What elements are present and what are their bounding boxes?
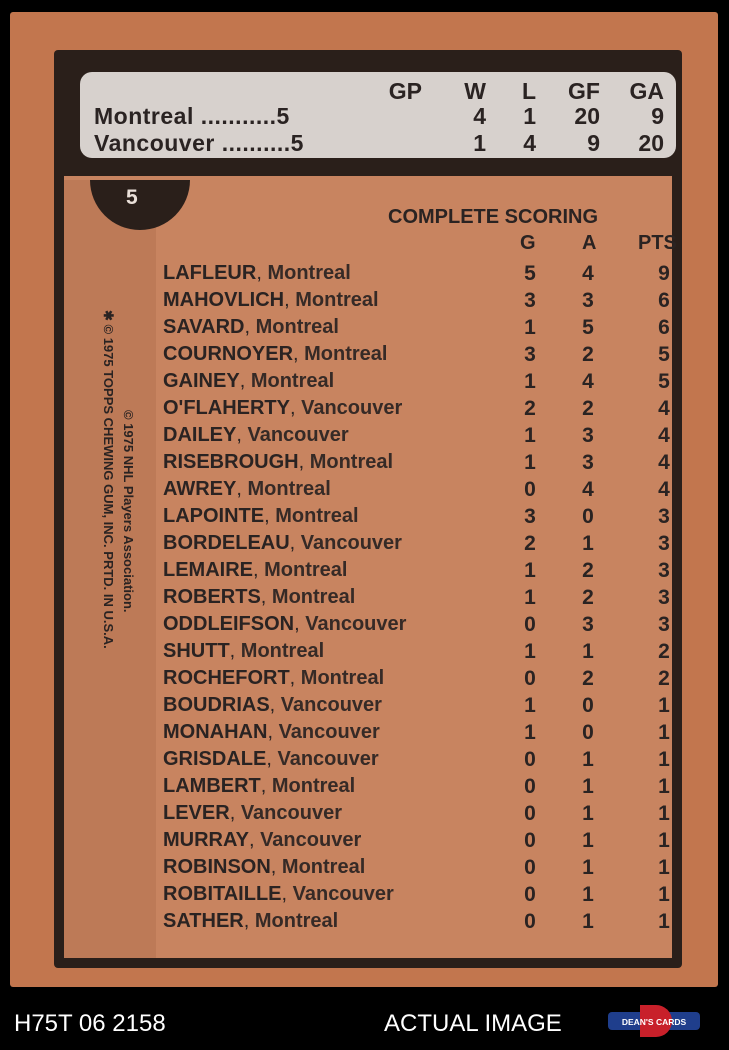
player-name: O'FLAHERTY bbox=[163, 397, 290, 419]
player-team: Montreal bbox=[304, 343, 388, 365]
player-team: Montreal bbox=[271, 586, 356, 608]
player-name: ROBITAILLE bbox=[163, 883, 282, 905]
player-g: 0 bbox=[524, 613, 536, 636]
player-name: RISEBROUGH bbox=[163, 451, 299, 473]
player-name: LAFLEUR bbox=[163, 262, 257, 284]
player-name: MAHOVLICH bbox=[163, 289, 285, 311]
player-team: Montreal bbox=[254, 910, 339, 932]
header-l: L bbox=[521, 78, 536, 104]
header-gp: GP bbox=[388, 78, 422, 104]
inventory-code: H75T 06 2158 bbox=[14, 1010, 166, 1037]
player-a: 1 bbox=[582, 775, 594, 798]
copyright-strip bbox=[101, 310, 158, 940]
player-g: 2 bbox=[524, 397, 536, 420]
player-g: 1 bbox=[524, 370, 536, 393]
player-a: 3 bbox=[582, 424, 594, 447]
player-team: Vancouver bbox=[260, 829, 362, 851]
player-pts: 4 bbox=[658, 424, 670, 447]
player-name-cell: SHUTT, Montreal bbox=[163, 640, 325, 662]
player-a: 3 bbox=[582, 451, 594, 474]
column-header-g: G bbox=[520, 232, 536, 254]
player-a: 5 bbox=[582, 316, 594, 339]
player-name-cell: MURRAY, Vancouver bbox=[163, 829, 362, 851]
player-a: 1 bbox=[582, 532, 594, 555]
player-pts: 5 bbox=[658, 343, 670, 366]
player-a: 1 bbox=[582, 910, 594, 933]
player-name-cell: ROCHEFORT, Montreal bbox=[163, 667, 385, 689]
player-a: 2 bbox=[582, 397, 594, 420]
copyright-nhlpa: © 1975 NHL Players Association. bbox=[121, 410, 136, 613]
player-team: Montreal bbox=[264, 559, 348, 581]
player-name: BOUDRIAS bbox=[163, 694, 270, 716]
team-gf: 9 bbox=[587, 130, 600, 156]
player-g: 0 bbox=[524, 748, 536, 771]
player-g: 1 bbox=[524, 424, 536, 447]
player-name-cell: SATHER, Montreal bbox=[163, 910, 339, 932]
player-team: Montreal bbox=[309, 451, 394, 473]
player-pts: 1 bbox=[658, 883, 670, 906]
player-row bbox=[64, 289, 672, 316]
player-name: BORDELEAU bbox=[163, 532, 290, 554]
player-g: 3 bbox=[524, 289, 536, 312]
player-name-cell: LEMAIRE, Montreal bbox=[163, 559, 348, 581]
player-name-cell: GAINEY, Montreal bbox=[163, 370, 335, 392]
player-team: Montreal bbox=[240, 640, 325, 662]
player-pts: 1 bbox=[658, 829, 670, 852]
player-g: 1 bbox=[524, 640, 536, 663]
player-name: ROBERTS bbox=[163, 586, 261, 608]
team-ga: 9 bbox=[651, 103, 664, 129]
player-name: ROBINSON bbox=[163, 856, 271, 878]
player-pts: 1 bbox=[658, 721, 670, 744]
player-name-cell: BOUDRIAS, Vancouver bbox=[163, 694, 382, 716]
player-name: MURRAY bbox=[163, 829, 249, 851]
player-name-cell: DAILEY, Vancouver bbox=[163, 424, 349, 446]
player-pts: 2 bbox=[658, 667, 670, 690]
series-record-box bbox=[80, 72, 676, 158]
player-name: LAMBERT bbox=[163, 775, 261, 797]
player-g: 0 bbox=[524, 667, 536, 690]
player-name-cell: LAMBERT, Montreal bbox=[163, 775, 356, 797]
player-g: 0 bbox=[524, 883, 536, 906]
player-pts: 9 bbox=[658, 262, 670, 285]
player-name: ROCHEFORT bbox=[163, 667, 290, 689]
card-panel bbox=[64, 60, 677, 958]
record-header bbox=[80, 78, 676, 104]
player-pts: 4 bbox=[658, 451, 670, 474]
player-name-cell: LAFLEUR, Montreal bbox=[163, 262, 351, 284]
player-g: 3 bbox=[524, 505, 536, 528]
player-pts: 1 bbox=[658, 694, 670, 717]
player-team: Vancouver bbox=[240, 802, 342, 824]
player-g: 1 bbox=[524, 694, 536, 717]
player-team: Montreal bbox=[267, 262, 351, 284]
player-team: Montreal bbox=[255, 316, 339, 338]
deans-cards-logo bbox=[608, 1004, 700, 1038]
player-name-cell: MONAHAN, Vancouver bbox=[163, 721, 380, 743]
player-a: 1 bbox=[582, 856, 594, 879]
player-team: Vancouver bbox=[247, 424, 349, 446]
column-header-pts: PTS bbox=[638, 232, 677, 254]
player-team: Montreal bbox=[250, 370, 335, 392]
team-ga: 20 bbox=[638, 130, 664, 156]
player-name-cell: RISEBROUGH, Montreal bbox=[163, 451, 394, 473]
player-team: Vancouver bbox=[301, 397, 403, 419]
player-team: Montreal bbox=[247, 478, 331, 500]
player-g: 0 bbox=[524, 910, 536, 933]
player-team: Montreal bbox=[300, 667, 385, 689]
team-w: 1 bbox=[473, 130, 486, 156]
player-team: Vancouver bbox=[300, 532, 402, 554]
player-team: Montreal bbox=[295, 289, 379, 311]
player-pts: 1 bbox=[658, 748, 670, 771]
player-name: ODDLEIFSON bbox=[163, 613, 295, 635]
player-pts: 4 bbox=[658, 478, 670, 501]
footer-bar bbox=[0, 990, 729, 1050]
team-name: Montreal ...........5 bbox=[94, 103, 290, 129]
player-name: GAINEY bbox=[163, 370, 240, 392]
player-pts: 4 bbox=[658, 397, 670, 420]
player-name: COURNOYER bbox=[163, 343, 294, 365]
player-name-cell: BORDELEAU, Vancouver bbox=[163, 532, 402, 554]
player-a: 1 bbox=[582, 829, 594, 852]
player-team: Montreal bbox=[271, 775, 356, 797]
player-team: Vancouver bbox=[278, 721, 380, 743]
player-pts: 1 bbox=[658, 856, 670, 879]
player-team: Vancouver bbox=[305, 613, 407, 635]
player-name-cell: ROBINSON, Montreal bbox=[163, 856, 366, 878]
player-a: 3 bbox=[582, 613, 594, 636]
team-name: Vancouver ..........5 bbox=[94, 130, 304, 156]
player-a: 1 bbox=[582, 640, 594, 663]
player-name: SHUTT bbox=[163, 640, 230, 662]
header-ga: GA bbox=[629, 78, 664, 104]
record-row-vancouver bbox=[80, 130, 676, 156]
player-name: SATHER bbox=[163, 910, 244, 932]
player-a: 1 bbox=[582, 802, 594, 825]
player-name-cell: SAVARD, Montreal bbox=[163, 316, 339, 338]
player-pts: 5 bbox=[658, 370, 670, 393]
player-pts: 3 bbox=[658, 532, 670, 555]
player-pts: 1 bbox=[658, 802, 670, 825]
player-a: 2 bbox=[582, 667, 594, 690]
player-a: 2 bbox=[582, 343, 594, 366]
player-name-cell: GRISDALE, Vancouver bbox=[163, 748, 379, 770]
player-pts: 6 bbox=[658, 316, 670, 339]
team-l: 1 bbox=[523, 103, 536, 129]
player-row bbox=[64, 262, 672, 289]
player-pts: 2 bbox=[658, 640, 670, 663]
player-name-cell: COURNOYER, Montreal bbox=[163, 343, 388, 365]
player-name: MONAHAN bbox=[163, 721, 268, 743]
player-name-cell: LAPOINTE, Montreal bbox=[163, 505, 359, 527]
player-g: 1 bbox=[524, 559, 536, 582]
player-pts: 1 bbox=[658, 910, 670, 933]
player-name: LEVER bbox=[163, 802, 230, 824]
column-header-a: A bbox=[582, 232, 597, 254]
player-pts: 1 bbox=[658, 775, 670, 798]
player-g: 0 bbox=[524, 829, 536, 852]
player-name: AWREY bbox=[163, 478, 237, 500]
player-g: 3 bbox=[524, 343, 536, 366]
player-pts: 6 bbox=[658, 289, 670, 312]
player-a: 0 bbox=[582, 694, 594, 717]
player-g: 0 bbox=[524, 856, 536, 879]
player-name: LAPOINTE bbox=[163, 505, 265, 527]
team-gf: 20 bbox=[574, 103, 600, 129]
player-name: GRISDALE bbox=[163, 748, 267, 770]
player-a: 2 bbox=[582, 586, 594, 609]
player-name: LEMAIRE bbox=[163, 559, 253, 581]
player-a: 2 bbox=[582, 559, 594, 582]
player-g: 2 bbox=[524, 532, 536, 555]
player-team: Vancouver bbox=[277, 748, 379, 770]
player-a: 1 bbox=[582, 748, 594, 771]
player-name-cell: MAHOVLICH, Montreal bbox=[163, 289, 379, 311]
header-w: W bbox=[464, 78, 486, 104]
actual-image-label: ACTUAL IMAGE bbox=[384, 1010, 562, 1037]
player-name-cell: AWREY, Montreal bbox=[163, 478, 331, 500]
player-name-cell: LEVER, Vancouver bbox=[163, 802, 342, 824]
player-g: 1 bbox=[524, 586, 536, 609]
player-g: 5 bbox=[524, 262, 536, 285]
player-g: 1 bbox=[524, 451, 536, 474]
player-a: 4 bbox=[582, 262, 594, 285]
player-g: 0 bbox=[524, 478, 536, 501]
player-g: 0 bbox=[524, 802, 536, 825]
player-a: 4 bbox=[582, 478, 594, 501]
card-number: 5 bbox=[126, 186, 138, 209]
player-a: 3 bbox=[582, 289, 594, 312]
player-pts: 3 bbox=[658, 559, 670, 582]
player-a: 0 bbox=[582, 505, 594, 528]
player-g: 1 bbox=[524, 316, 536, 339]
team-w: 4 bbox=[473, 103, 486, 129]
team-l: 4 bbox=[523, 130, 536, 156]
copyright-topps: ✱ © 1975 TOPPS CHEWING GUM, INC. PRTD. IN U.S.A. bbox=[101, 310, 116, 649]
player-pts: 3 bbox=[658, 613, 670, 636]
player-a: 1 bbox=[582, 883, 594, 906]
player-a: 4 bbox=[582, 370, 594, 393]
scoring-title: COMPLETE SCORING bbox=[388, 206, 599, 228]
card-frame bbox=[54, 50, 682, 968]
player-team: Vancouver bbox=[292, 883, 394, 905]
player-pts: 3 bbox=[658, 586, 670, 609]
player-name: SAVARD bbox=[163, 316, 245, 338]
record-row-montreal bbox=[80, 103, 676, 129]
player-team: Vancouver bbox=[280, 694, 382, 716]
player-name-cell: ROBITAILLE, Vancouver bbox=[163, 883, 394, 905]
trading-card-back bbox=[10, 12, 718, 987]
player-g: 1 bbox=[524, 721, 536, 744]
player-team: Montreal bbox=[281, 856, 366, 878]
logo-text: DEAN'S CARDS bbox=[621, 1017, 687, 1027]
player-name-cell: O'FLAHERTY, Vancouver bbox=[163, 397, 403, 419]
header-gf: GF bbox=[568, 78, 600, 104]
player-g: 0 bbox=[524, 775, 536, 798]
player-name-cell: ROBERTS, Montreal bbox=[163, 586, 356, 608]
player-name: DAILEY bbox=[163, 424, 237, 446]
player-name-cell: ODDLEIFSON, Vancouver bbox=[163, 613, 407, 635]
player-pts: 3 bbox=[658, 505, 670, 528]
player-a: 0 bbox=[582, 721, 594, 744]
player-team: Montreal bbox=[275, 505, 359, 527]
